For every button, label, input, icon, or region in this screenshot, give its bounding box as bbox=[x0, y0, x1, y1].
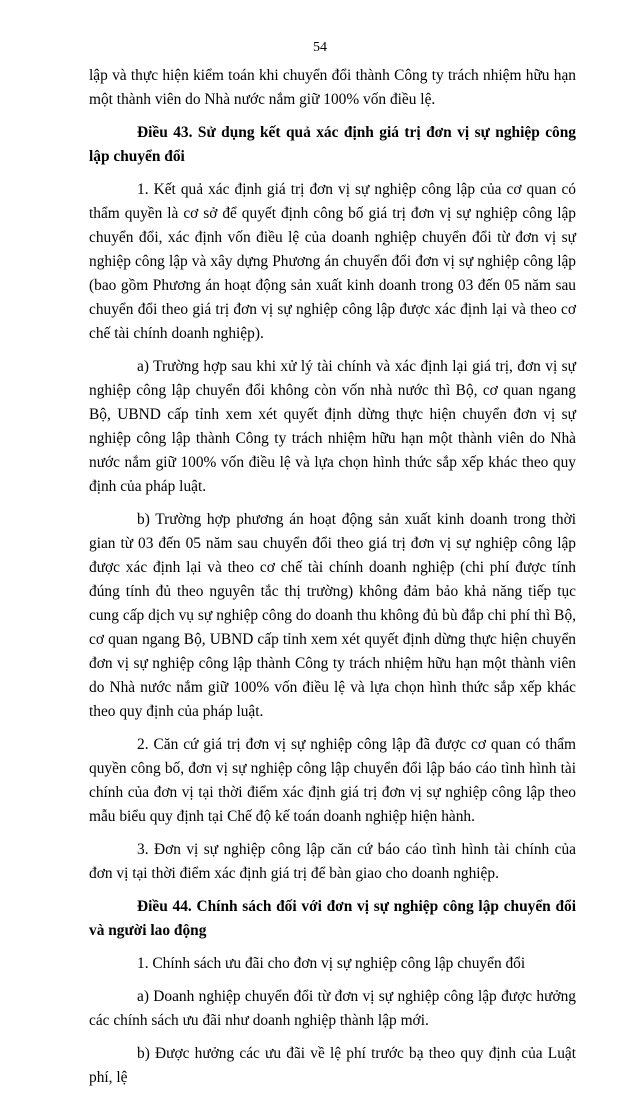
document-body bbox=[89, 64, 576, 1099]
article-44-clause-1a: a) Doanh nghiệp chuyển đổi từ đơn vị sự nghiệp công lập được hưởng các chính sách ưu đãi như doanh nghiệp thành lập mới. bbox=[89, 988, 576, 1029]
article-44-clause-1b: b) Được hưởng các ưu đãi về lệ phí trước bạ theo quy định của Luật phí, lệ bbox=[89, 1045, 576, 1086]
paragraph-continuation: lập và thực hiện kiểm toán khi chuyển đổi thành Công ty trách nhiệm hữu hạn một thành viên do Nhà nước nắm giữ 100% vốn điều lệ. bbox=[89, 67, 576, 108]
article-43-heading: Điều 43. Sử dụng kết quả xác định giá trị đơn vị sự nghiệp công lập chuyển đổi bbox=[89, 124, 576, 165]
article-43-clause-3: 3. Đơn vị sự nghiệp công lập căn cứ báo cáo tình hình tài chính của đơn vị tại thời điểm xác định giá trị để bàn giao cho doanh nghiệp. bbox=[89, 841, 576, 882]
page-number: 54 bbox=[313, 40, 327, 55]
article-43-clause-2: 2. Căn cứ giá trị đơn vị sự nghiệp công lập đã được cơ quan có thẩm quyền công bố, đơn vị sự nghiệp công lập chuyển đổi lập báo cáo tình hình tài chính của đơn vị tại thời điểm xác định giá trị đơn vị sự nghiệp công lập theo mẫu biểu quy định tại Chế độ kế toán doanh nghiệp hiện hành. bbox=[89, 736, 576, 825]
article-43-clause-1b: b) Trường hợp phương án hoạt động sản xuất kinh doanh trong thời gian từ 03 đến 05 năm sau chuyển đổi theo giá trị đơn vị sự nghiệp công lập được xác định lại và theo cơ chế tài chính doanh nghiệp (chi phí được tính đúng tính đủ theo nguyên tắc thị trường) không đảm bảo khả năng tiếp tục cung cấp dịch vụ sự nghiệp công do doanh thu không đủ bù đắp chi phí thì Bộ, cơ quan ngang Bộ, UBND cấp tỉnh xem xét quyết định dừng thực hiện chuyển đơn vị sự nghiệp công lập thành Công ty trách nhiệm hữu hạn một thành viên do Nhà nước nắm giữ 100% vốn điều lệ và lựa chọn hình thức sắp xếp khác theo quy định của pháp luật. bbox=[89, 511, 576, 720]
article-43-clause-1a: a) Trường hợp sau khi xử lý tài chính và xác định lại giá trị, đơn vị sự nghiệp công lập chuyển đổi không còn vốn nhà nước thì Bộ, cơ quan ngang Bộ, UBND cấp tỉnh xem xét quyết định dừng thực hiện chuyển đơn vị sự nghiệp công lập thành Công ty trách nhiệm hữu hạn một thành viên do Nhà nước nắm giữ 100% vốn điều lệ và lựa chọn hình thức sắp xếp khác theo quy định của pháp luật. bbox=[89, 358, 576, 495]
article-43-clause-1: 1. Kết quả xác định giá trị đơn vị sự nghiệp công lập của cơ quan có thẩm quyền là cơ sở để quyết định công bố giá trị đơn vị sự nghiệp công lập chuyển đổi, xác định vốn điều lệ của doanh nghiệp chuyển đổi từ đơn vị sự nghiệp công lập và xây dựng Phương án chuyển đổi đơn vị sự nghiệp công lập (bao gồm Phương án hoạt động sản xuất kinh doanh trong 03 đến 05 năm sau chuyển đổi theo giá trị đơn vị sự nghiệp công lập được xác định lại và theo cơ chế tài chính doanh nghiệp). bbox=[89, 181, 576, 342]
article-44-heading: Điều 44. Chính sách đối với đơn vị sự nghiệp công lập chuyển đổi và người lao động bbox=[89, 898, 576, 939]
article-44-clause-1: 1. Chính sách ưu đãi cho đơn vị sự nghiệp công lập chuyển đổi bbox=[137, 955, 526, 972]
